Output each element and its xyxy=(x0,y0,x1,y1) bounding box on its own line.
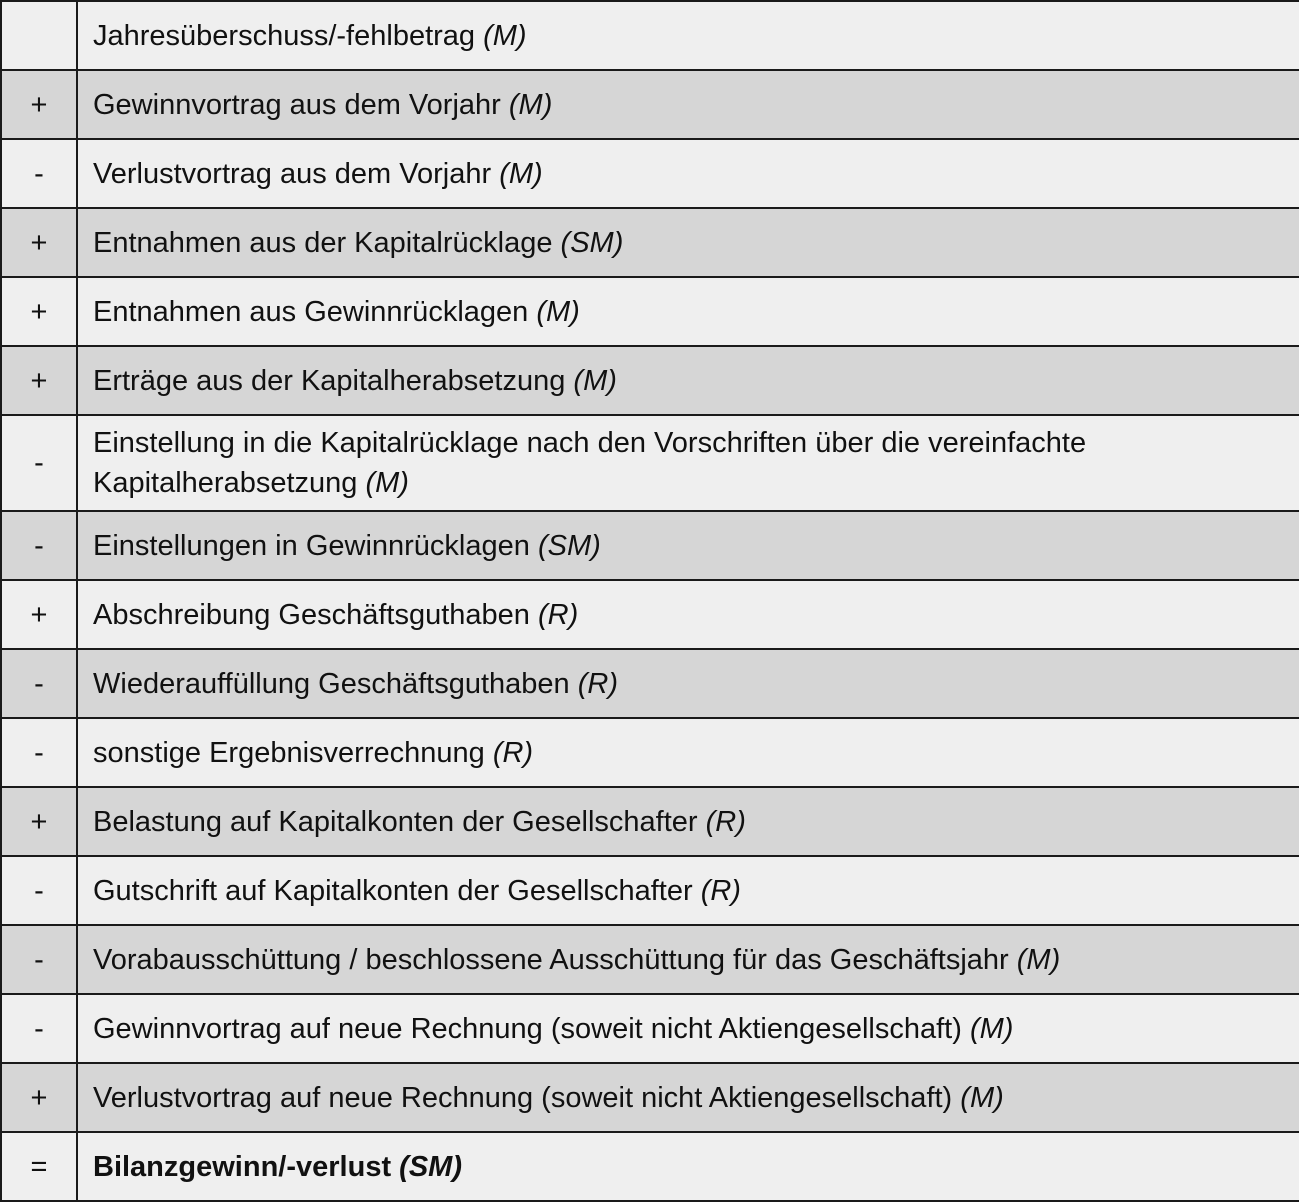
line-item-label: Wiederauffüllung Geschäftsguthaben xyxy=(93,667,570,700)
legal-form-code: (M) xyxy=(969,1012,1014,1045)
legal-form-code: (M) xyxy=(573,364,617,397)
table-row xyxy=(1,580,1299,649)
operator-cell: - xyxy=(1,718,77,787)
line-item-cell xyxy=(77,70,1299,139)
table-row xyxy=(1,1063,1299,1132)
legal-form-code: (SM) xyxy=(399,1150,462,1183)
operator-cell: - xyxy=(1,511,77,580)
line-item-label: Einstellungen in Gewinnrücklagen xyxy=(93,529,530,562)
line-item-label: Gutschrift auf Kapitalkonten der Gesellschafter xyxy=(93,874,693,907)
line-item-cell xyxy=(77,1063,1299,1132)
total-row xyxy=(1,1132,1299,1201)
operator-cell: + xyxy=(1,277,77,346)
operator-cell: - xyxy=(1,649,77,718)
operator-cell: + xyxy=(1,208,77,277)
table-row xyxy=(1,856,1299,925)
line-item-label: Gewinnvortrag auf neue Rechnung (soweit nicht Aktiengesellschaft) xyxy=(93,1012,962,1045)
table-row xyxy=(1,346,1299,415)
table-row xyxy=(1,139,1299,208)
line-item-label: Abschreibung Geschäftsguthaben xyxy=(93,598,530,631)
legal-form-code: (M) xyxy=(508,88,553,121)
table-row xyxy=(1,925,1299,994)
line-item-cell xyxy=(77,511,1299,580)
operator-cell: = xyxy=(1,1132,77,1201)
line-item-label: Entnahmen aus Gewinnrücklagen xyxy=(93,295,529,328)
operator-cell: - xyxy=(1,415,77,511)
table-row xyxy=(1,415,1299,511)
legal-form-code: (R) xyxy=(492,736,534,769)
table-row xyxy=(1,994,1299,1063)
total-label: Bilanzgewinn/-verlust xyxy=(93,1150,392,1183)
legal-form-code: (SM) xyxy=(537,529,601,562)
table-row xyxy=(1,1,1299,70)
line-item-cell xyxy=(77,277,1299,346)
line-item-cell xyxy=(77,856,1299,925)
legal-form-code: (M) xyxy=(365,467,409,499)
line-item-label: Erträge aus der Kapitalherabsetzung xyxy=(93,364,566,397)
line-item-cell xyxy=(77,1,1299,70)
operator-cell xyxy=(1,1,77,70)
legal-form-code: (M) xyxy=(960,1081,1004,1114)
line-item-cell xyxy=(77,718,1299,787)
line-item-cell xyxy=(77,787,1299,856)
legal-form-code: (M) xyxy=(483,19,527,52)
table-row xyxy=(1,70,1299,139)
legal-form-code: (R) xyxy=(700,874,741,907)
line-item-label: Belastung auf Kapitalkonten der Gesellschafter xyxy=(93,805,698,838)
table-row xyxy=(1,787,1299,856)
legal-form-code: (SM) xyxy=(560,226,624,259)
legal-form-code: (R) xyxy=(705,805,746,838)
table-row xyxy=(1,511,1299,580)
line-item-label: Entnahmen aus der Kapitalrücklage xyxy=(93,226,553,259)
legal-form-code: (M) xyxy=(536,295,580,328)
table-row xyxy=(1,277,1299,346)
legal-form-code: (M) xyxy=(1016,943,1061,976)
line-item-cell xyxy=(77,139,1299,208)
line-item-label: sonstige Ergebnisverrechnung xyxy=(93,736,485,769)
line-item-label: Jahresüberschuss/-fehlbetrag xyxy=(93,19,476,52)
operator-cell: + xyxy=(1,787,77,856)
line-item-cell xyxy=(77,994,1299,1063)
line-item-label: Vorabausschüttung / beschlossene Ausschüttung für das Geschäftsjahr xyxy=(93,943,1009,976)
legal-form-code: (R) xyxy=(577,667,619,700)
operator-cell: - xyxy=(1,994,77,1063)
table-row xyxy=(1,208,1299,277)
line-item-cell xyxy=(77,415,1299,511)
table-row xyxy=(1,718,1299,787)
total-cell xyxy=(77,1132,1299,1201)
line-item-cell xyxy=(77,649,1299,718)
operator-cell: + xyxy=(1,346,77,415)
operator-cell: - xyxy=(1,925,77,994)
line-item-cell xyxy=(77,925,1299,994)
line-item-label: Verlustvortrag auf neue Rechnung (soweit nicht Aktiengesellschaft) xyxy=(93,1081,953,1114)
line-item-cell xyxy=(77,346,1299,415)
legal-form-code: (R) xyxy=(537,598,579,631)
legal-form-code: (M) xyxy=(499,157,543,190)
operator-cell: + xyxy=(1,580,77,649)
operator-cell: - xyxy=(1,139,77,208)
table-row xyxy=(1,649,1299,718)
operator-cell: - xyxy=(1,856,77,925)
line-item-cell xyxy=(77,580,1299,649)
line-item-label: Einstellung in die Kapitalrücklage nach den Vorschriften über die vereinfachte Kapitalherabsetzung xyxy=(93,427,1087,499)
line-item-label: Gewinnvortrag aus dem Vorjahr xyxy=(93,88,501,121)
operator-cell: + xyxy=(1,70,77,139)
line-item-cell xyxy=(77,208,1299,277)
operator-cell: + xyxy=(1,1063,77,1132)
line-item-label: Verlustvortrag aus dem Vorjahr xyxy=(93,157,492,190)
